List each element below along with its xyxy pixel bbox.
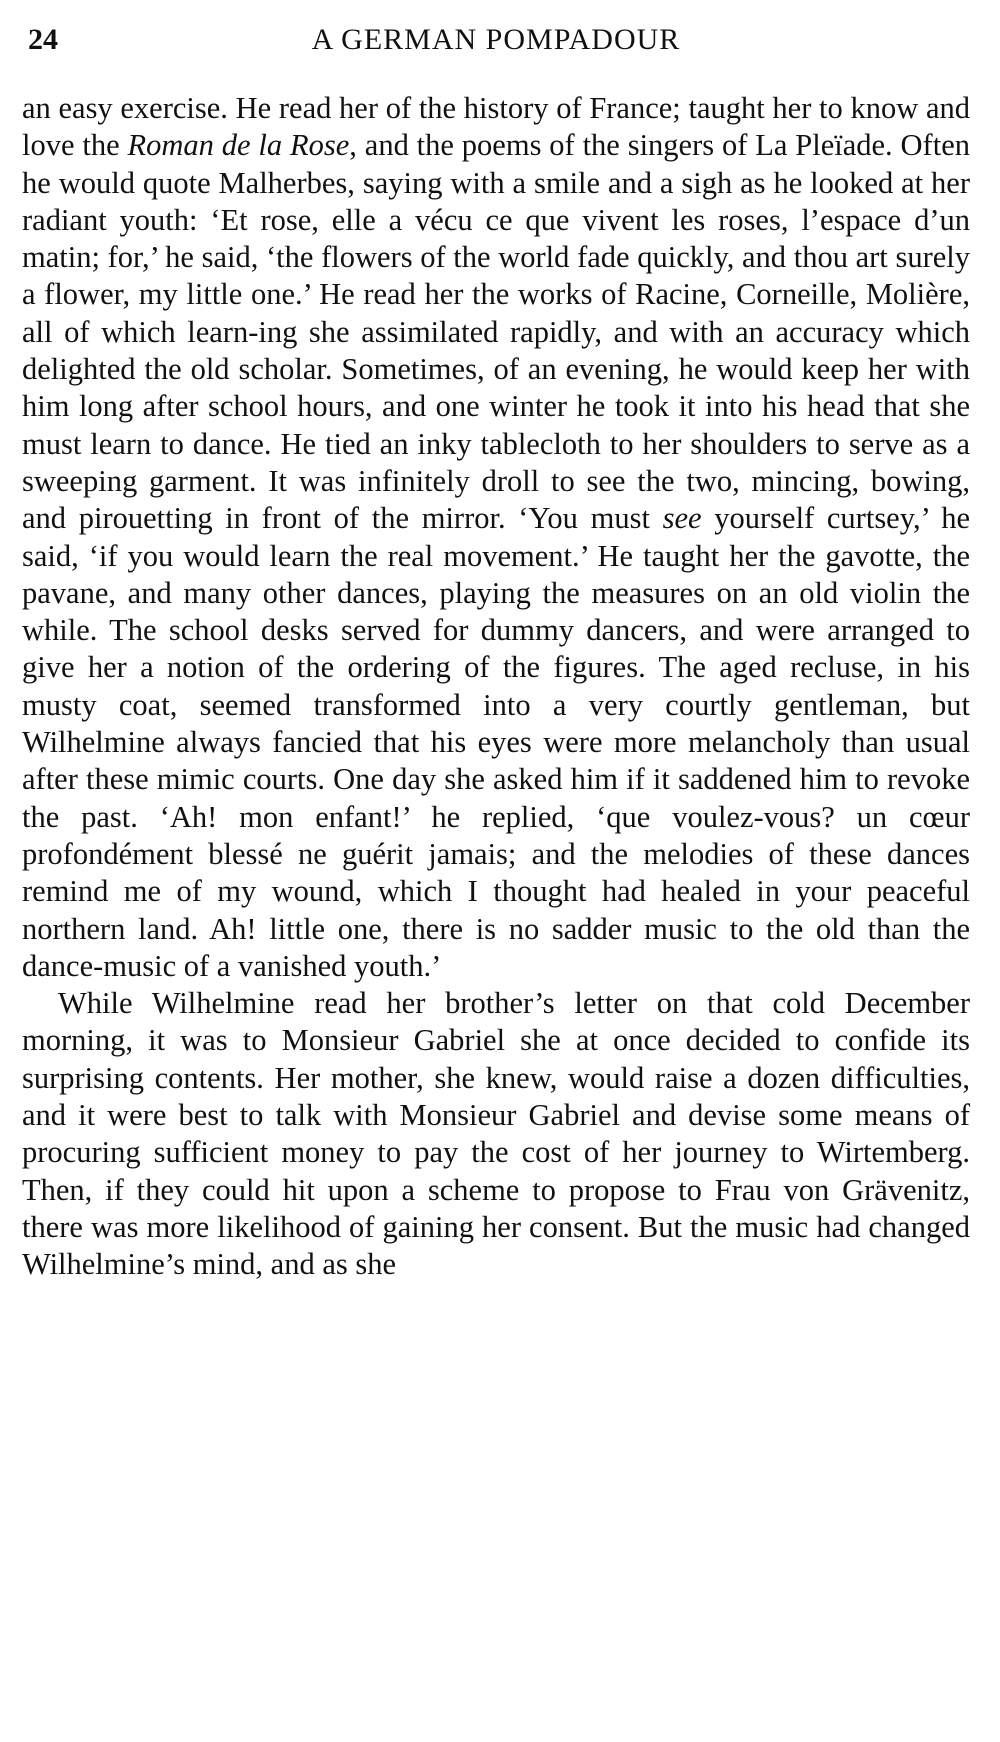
body-text bbox=[22, 90, 970, 1284]
running-head bbox=[22, 18, 970, 62]
book-page bbox=[22, 18, 970, 1284]
text-segment: yourself curtsey,’ he said, ‘if you would learn the real movement.’ He taught her the gavotte, the pavane, and many other dances, playing the measures on an old violin the while. The school desks served for dummy dancers, and were arranged to give her a notion of the ordering of the figures. The aged recluse, in his musty coat, seemed transformed into a very courtly gentleman, but Wilhelmine always fancied that his eyes were more melancholy than usual after these mimic courts. One day she asked him if it saddened him to revoke the past. ‘Ah! mon enfant!’ he replied, ‘que voulez-vous? un cœur profondément blessé ne guérit jamais; and the melodies of these dances remind me of my wound, which I thought had healed in your peaceful northern land. Ah! little one, there is no sadder music to the old than the dance-music of a vanished youth.’ bbox=[22, 501, 970, 983]
paragraph-2 bbox=[22, 985, 970, 1283]
italic-emphasis-segment: see bbox=[662, 501, 702, 536]
page-number: 24 bbox=[28, 23, 58, 56]
running-title: A GERMAN POMPADOUR bbox=[311, 23, 681, 56]
text-segment: While Wilhelmine read her brother’s letter on that cold December morning, it was to Monsieur Gabriel she at once decided to confide its surprising contents. Her mother, she knew, would raise a dozen difficulties, and it were best to talk with Monsieur Gabriel and devise some means of procuring sufficient money to pay the cost of her journey to Wirtemberg. Then, if they could hit upon a scheme to propose to Frau von Grävenitz, there was more likelihood of gaining her consent. But the music had changed Wilhelmine’s mind, and as she bbox=[22, 986, 970, 1282]
italic-title-segment: Roman de la Rose bbox=[127, 128, 350, 163]
text-segment: , and the poems of the singers of La Pleïade. Often he would quote Malherbes, saying with a smile and a sigh as he looked at her radiant youth: ‘Et rose, elle a vécu ce que vivent les roses, l’espace d’un matin; for,’ he said, ‘the flowers of the world fade quickly, and thou art surely a flower, my little one.’ He read her the works of Racine, Corneille, Molière, all of which learn-ing she assimilated rapidly, and with an accuracy which delighted the old scholar. Sometimes, of an evening, he would keep her with him long after school hours, and one winter he took it into his head that she must learn to dance. He tied an inky tablecloth to her shoulders to serve as a sweeping garment. It was infinitely droll to see the two, mincing, bowing, and pirouetting in front of the mirror. ‘You must bbox=[22, 128, 970, 536]
text-segment: an easy exercise. He read her of the history of France; taught her to know and love the bbox=[22, 91, 970, 163]
paragraph-1 bbox=[22, 90, 970, 985]
